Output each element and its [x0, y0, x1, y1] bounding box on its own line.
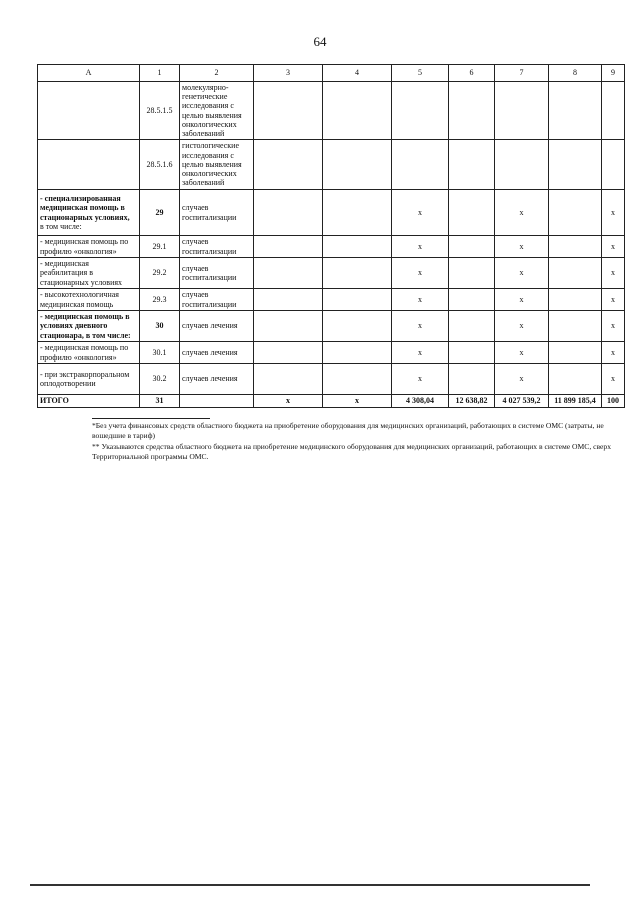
row-label-cell: - при экстракорпоральном оплодотворении	[38, 364, 140, 395]
cell-col-3: х	[254, 395, 323, 408]
cell-col-3	[254, 311, 323, 342]
cell-col-5: 4 308,04	[392, 395, 449, 408]
row-code-cell: 29.3	[140, 289, 180, 311]
row-code-cell: 29	[140, 190, 180, 236]
cell-col-9: х	[602, 342, 625, 364]
cell-col-4	[323, 342, 392, 364]
cell-col-8	[549, 140, 602, 190]
cell-col-6	[449, 140, 495, 190]
cell-col-3	[254, 140, 323, 190]
cell-col-5	[392, 140, 449, 190]
table-row	[38, 236, 625, 258]
cell-col-3	[254, 82, 323, 140]
row-unit-cell	[180, 395, 254, 408]
cell-col-4	[323, 236, 392, 258]
cell-col-7: 4 027 539,2	[495, 395, 549, 408]
column-header-5: 5	[392, 65, 449, 82]
data-table	[37, 64, 625, 408]
cell-col-9	[602, 82, 625, 140]
cell-col-9	[602, 140, 625, 190]
row-label-cell	[38, 311, 140, 342]
cell-col-6	[449, 342, 495, 364]
row-label-cell: - медицинская помощь по профилю «онкология»	[38, 342, 140, 364]
row-unit-cell: случаев лечения	[180, 342, 254, 364]
row-label-sub: в том числе:	[40, 221, 82, 231]
cell-col-8	[549, 258, 602, 289]
cell-col-5: х	[392, 258, 449, 289]
cell-col-4	[323, 289, 392, 311]
table-row-total	[38, 395, 625, 408]
cell-col-4	[323, 258, 392, 289]
cell-col-5	[392, 82, 449, 140]
cell-col-7: х	[495, 190, 549, 236]
cell-col-7	[495, 140, 549, 190]
column-header-4: 4	[323, 65, 392, 82]
cell-col-4	[323, 190, 392, 236]
page-bottom-rule	[30, 884, 590, 886]
column-header-3: 3	[254, 65, 323, 82]
cell-col-6	[449, 190, 495, 236]
row-code-cell: 29.2	[140, 258, 180, 289]
footnote-2: ** Указываются средства областного бюджета на приобретение медицинского оборудования для медицинских организаций, работающих в системе ОМС, сверх Территориальной программы ОМС.	[92, 442, 612, 461]
row-code-cell: 30	[140, 311, 180, 342]
cell-col-8	[549, 364, 602, 395]
cell-col-9: х	[602, 190, 625, 236]
cell-col-6	[449, 289, 495, 311]
table-row	[38, 311, 625, 342]
cell-col-3	[254, 258, 323, 289]
header-row	[38, 65, 625, 82]
cell-col-8	[549, 190, 602, 236]
cell-col-7: х	[495, 258, 549, 289]
row-label-sub: в том числе:	[85, 330, 131, 340]
table-row	[38, 82, 625, 140]
table-row	[38, 258, 625, 289]
table-row	[38, 289, 625, 311]
column-header-2: 2	[180, 65, 254, 82]
cell-col-7: х	[495, 342, 549, 364]
row-unit-cell: случаев лечения	[180, 311, 254, 342]
cell-col-8	[549, 311, 602, 342]
cell-col-4	[323, 140, 392, 190]
cell-col-5: х	[392, 342, 449, 364]
cell-col-6	[449, 311, 495, 342]
cell-col-7: х	[495, 364, 549, 395]
cell-col-9: х	[602, 258, 625, 289]
cell-col-6	[449, 364, 495, 395]
cell-col-5: х	[392, 236, 449, 258]
cell-col-5: х	[392, 289, 449, 311]
table-row	[38, 190, 625, 236]
cell-col-9: х	[602, 311, 625, 342]
cell-col-8	[549, 342, 602, 364]
row-unit-cell: случаев госпитализации	[180, 190, 254, 236]
cell-col-5: х	[392, 311, 449, 342]
cell-col-3	[254, 190, 323, 236]
cell-col-4	[323, 364, 392, 395]
row-label-text: - медицинская помощь в условиях дневного стационара,	[40, 312, 130, 340]
cell-col-7: х	[495, 311, 549, 342]
cell-col-4	[323, 82, 392, 140]
cell-col-9: х	[602, 236, 625, 258]
row-unit-cell: случаев госпитализации	[180, 236, 254, 258]
cell-col-9: х	[602, 289, 625, 311]
cell-col-8	[549, 236, 602, 258]
cell-col-3	[254, 289, 323, 311]
column-header-8: 8	[549, 65, 602, 82]
row-label-cell: - медицинская помощь по профилю «онкология»	[38, 236, 140, 258]
table-row	[38, 364, 625, 395]
footnote-1: *Без учета финансовых средств областного бюджета на приобретение оборудования для медицинских организаций, работающих в системе ОМС (затраты, не вошедшие в тариф)	[92, 421, 604, 440]
row-code-cell: 29.1	[140, 236, 180, 258]
cell-col-5: х	[392, 190, 449, 236]
row-label-cell	[38, 82, 140, 140]
row-unit-cell: гистологические исследования с целью выявления онкологических заболеваний	[180, 140, 254, 190]
cell-col-9: х	[602, 364, 625, 395]
cell-col-6: 12 638,82	[449, 395, 495, 408]
row-code-cell: 31	[140, 395, 180, 408]
row-label-cell	[38, 140, 140, 190]
cell-col-5: х	[392, 364, 449, 395]
page-number: 64	[313, 34, 327, 49]
cell-col-3	[254, 364, 323, 395]
table-row	[38, 140, 625, 190]
row-code-cell: 30.1	[140, 342, 180, 364]
cell-col-7	[495, 82, 549, 140]
cell-col-6	[449, 258, 495, 289]
cell-col-3	[254, 342, 323, 364]
row-label-text: - специализированная медицинская помощь в стационарных условиях,	[40, 194, 130, 222]
row-code-cell: 28.5.1.5	[140, 82, 180, 140]
row-code-cell: 28.5.1.6	[140, 140, 180, 190]
row-unit-cell: случаев госпитализации	[180, 258, 254, 289]
cell-col-7: х	[495, 236, 549, 258]
cell-col-7: х	[495, 289, 549, 311]
column-header-9: 9	[602, 65, 625, 82]
cell-col-6	[449, 236, 495, 258]
row-unit-cell: молекулярно-генетические исследования с целью выявления онкологических заболеваний	[180, 82, 254, 140]
column-header-7: 7	[495, 65, 549, 82]
table-row	[38, 342, 625, 364]
column-header-1: 1	[140, 65, 180, 82]
cell-col-8	[549, 289, 602, 311]
cell-col-4: х	[323, 395, 392, 408]
footnote-divider	[92, 418, 210, 419]
cell-col-9: 100	[602, 395, 625, 408]
column-header-6: 6	[449, 65, 495, 82]
row-unit-cell: случаев госпитализации	[180, 289, 254, 311]
row-label-cell: - медицинская реабилитация в стационарных условиях	[38, 258, 140, 289]
row-code-cell: 30.2	[140, 364, 180, 395]
row-label-cell: - высокотехнологичная медицинская помощь	[38, 289, 140, 311]
row-unit-cell: случаев лечения	[180, 364, 254, 395]
row-label-cell	[38, 190, 140, 236]
cell-col-3	[254, 236, 323, 258]
row-label-cell: ИТОГО	[38, 395, 140, 408]
cell-col-8: 11 899 185,4	[549, 395, 602, 408]
cell-col-8	[549, 82, 602, 140]
cell-col-4	[323, 311, 392, 342]
cell-col-6	[449, 82, 495, 140]
column-header-a: А	[38, 65, 140, 82]
